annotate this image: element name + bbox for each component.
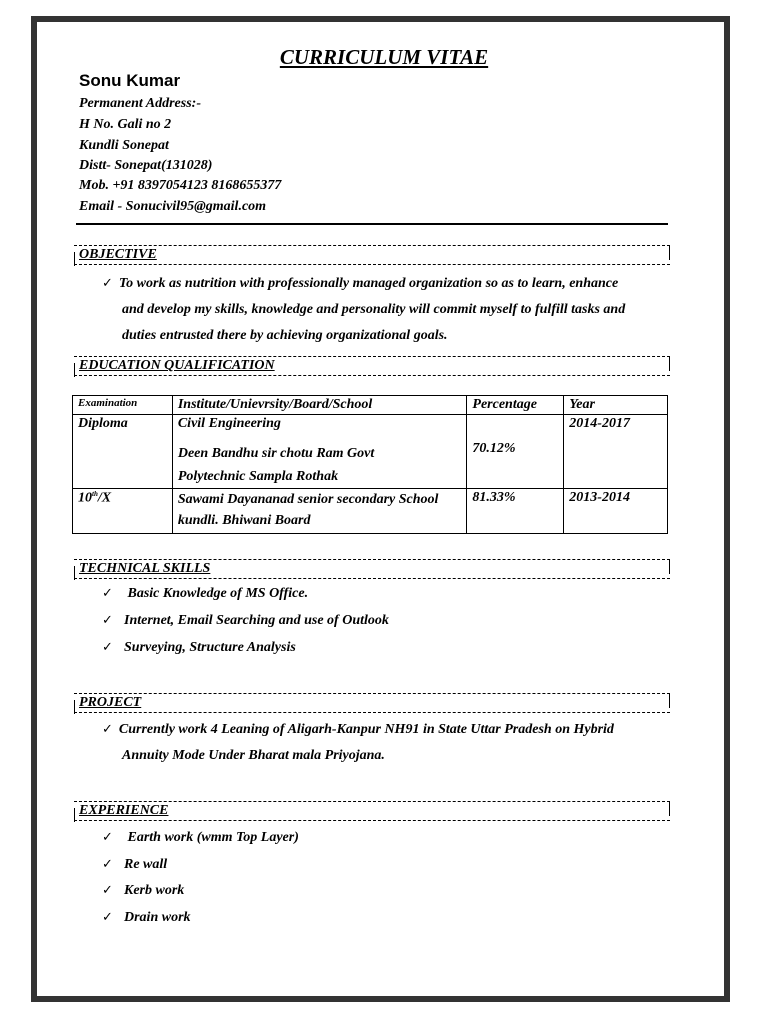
check-icon: ✓	[102, 613, 113, 628]
exam-cell: Diploma	[73, 415, 173, 489]
check-icon: ✓	[102, 830, 113, 845]
skill-text: Internet, Email Searching and use of Outlook	[124, 613, 389, 628]
project-line-1: Currently work 4 Leaning of Aligarh-Kanpur NH91 in State Uttar Pradesh on Hybrid	[118, 722, 614, 737]
objective-heading-label: OBJECTIVE	[79, 247, 157, 262]
table-header-row	[73, 396, 668, 415]
table-row	[73, 489, 668, 534]
address-line-district: Distt- Sonepat(131028)	[79, 158, 213, 173]
objective-paragraph	[102, 271, 672, 349]
list-item	[102, 586, 308, 602]
check-icon: ✓	[102, 276, 113, 291]
project-heading-label: PROJECT	[79, 695, 142, 710]
institute-line: Sawami Dayananad senior secondary School	[177, 492, 439, 507]
exam-cell: 10th/X	[73, 489, 173, 534]
address-label: Permanent Address:-	[79, 96, 201, 111]
table-row	[73, 415, 668, 489]
percentage-cell: 81.33%	[467, 489, 564, 534]
check-icon: ✓	[102, 722, 113, 737]
list-item	[102, 830, 299, 846]
section-heading-objective	[74, 245, 670, 265]
objective-line-3: duties entrusted there by achieving organizational goals.	[122, 328, 448, 343]
education-heading-label: EDUCATION QUALIFICATION	[79, 358, 275, 373]
objective-line-2: and develop my skills, knowledge and personality will commit myself to fulfill tasks and	[122, 302, 626, 317]
list-item	[102, 857, 167, 873]
institute-cell	[172, 489, 467, 534]
section-heading-experience	[74, 801, 670, 821]
address-line-house: H No. Gali no 2	[79, 117, 172, 132]
column-header-examination: Examination	[73, 396, 173, 415]
column-header-percentage: Percentage	[467, 396, 564, 415]
institute-cell	[172, 415, 467, 489]
section-heading-project	[74, 693, 670, 713]
list-item	[102, 910, 191, 926]
mobile-numbers: Mob. +91 8397054123 8168655377	[79, 178, 282, 193]
column-header-institute: Institute/Unievrsity/Board/School	[172, 396, 467, 415]
candidate-name: Sonu Kumar	[79, 71, 181, 90]
experience-text: Kerb work	[124, 883, 185, 898]
percentage-value: 70.12%	[472, 441, 516, 456]
experience-text: Drain work	[124, 910, 191, 925]
year-cell: 2014-2017	[564, 415, 668, 489]
header-divider	[76, 223, 668, 225]
institute-line: kundli. Bhiwani Board	[177, 513, 311, 528]
skills-heading-label: TECHNICAL SKILLS	[79, 561, 211, 576]
check-icon: ✓	[102, 857, 113, 872]
list-item	[102, 883, 184, 899]
check-icon: ✓	[102, 640, 113, 655]
project-paragraph	[102, 717, 672, 769]
check-icon: ✓	[102, 586, 113, 601]
check-icon: ✓	[102, 883, 113, 898]
skill-text: Surveying, Structure Analysis	[124, 640, 296, 655]
address-line-locality: Kundli Sonepat	[79, 138, 169, 153]
year-cell: 2013-2014	[564, 489, 668, 534]
column-header-year: Year	[564, 396, 668, 415]
objective-line-1: To work as nutrition with professionally managed organization so as to learn, enhance	[118, 276, 619, 291]
experience-heading-label: EXPERIENCE	[79, 803, 169, 818]
document-title: CURRICULUM VITAE	[279, 45, 489, 69]
list-item	[102, 613, 389, 629]
section-heading-technical-skills	[74, 559, 670, 579]
percentage-cell	[467, 415, 564, 489]
education-table	[72, 395, 668, 534]
experience-text: Re wall	[124, 857, 168, 872]
email-address: Email - Sonucivil95@gmail.com	[79, 199, 267, 214]
skill-text: Basic Knowledge of MS Office.	[127, 586, 309, 601]
institute-line: Polytechnic Sampla Rothak	[177, 469, 339, 484]
institute-line: Deen Bandhu sir chotu Ram Govt	[177, 446, 375, 461]
experience-text: Earth work (wmm Top Layer)	[127, 830, 299, 845]
list-item	[102, 640, 296, 656]
institute-line: Civil Engineering	[177, 416, 281, 431]
check-icon: ✓	[102, 910, 113, 925]
project-line-2: Annuity Mode Under Bharat mala Priyojana.	[122, 748, 385, 763]
section-heading-education	[74, 356, 670, 376]
